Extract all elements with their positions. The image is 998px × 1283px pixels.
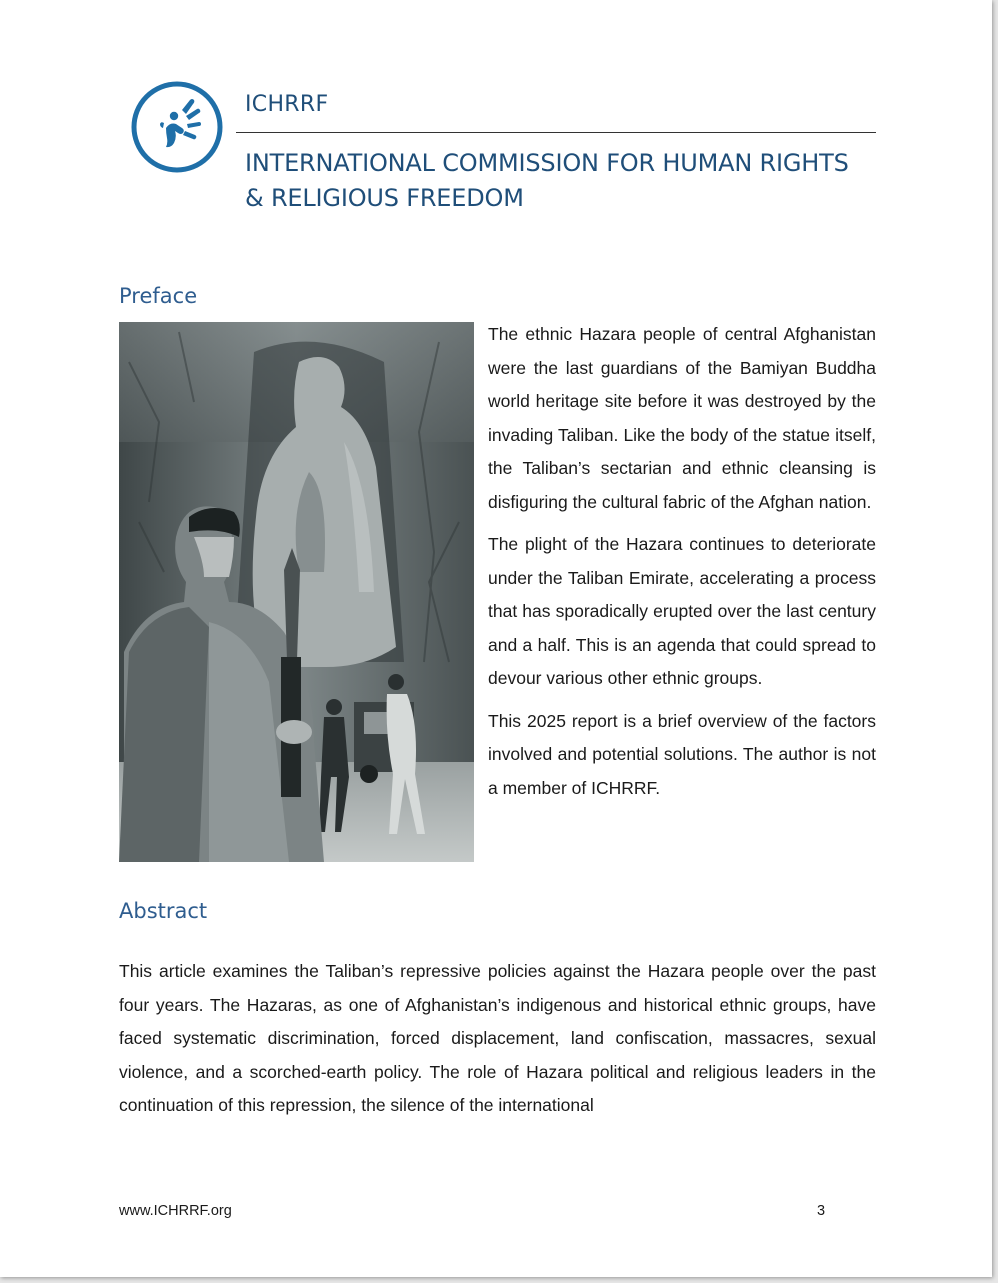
bamiyan-buddha-photo bbox=[119, 322, 474, 862]
organization-full-name bbox=[245, 146, 885, 216]
hand-ring-logo-icon bbox=[130, 80, 224, 174]
header-divider bbox=[236, 132, 876, 133]
organization-name-line-2: & RELIGIOUS FREEDOM bbox=[245, 184, 524, 212]
abstract-body: This article examines the Taliban’s repressive policies against the Hazara people over the past four years. The Hazaras, as one of Afghanistan’s indigenous and historical ethnic groups, have faced systematic discrimination, forced displacement, land confiscation, massacres, sexual violence, and a scorched-earth policy. The role of Hazara political and religious leaders in the continuation of this repression, the silence of the international bbox=[119, 961, 876, 1115]
organization-acronym: ICHRRF bbox=[245, 92, 329, 117]
preface-body bbox=[488, 318, 876, 814]
organization-name-line-1: INTERNATIONAL COMMISSION FOR HUMAN RIGHTS bbox=[245, 149, 849, 177]
footer-website-link[interactable]: www.ICHRRF.org bbox=[119, 1203, 232, 1219]
preface-paragraph-3: This 2025 report is a brief overview of the factors involved and potential solutions. The author is not a member of ICHRRF. bbox=[488, 710, 876, 798]
preface-paragraph-1: The ethnic Hazara people of central Afghanistan were the last guardians of the Bamiyan Buddha world heritage site before it was destroyed by the invading Taliban. Like the body of the statue itself, the Taliban’s sectarian and ethnic cleansing is disfiguring the cultural fabric of the Afghan nation. bbox=[488, 324, 876, 512]
preface-heading: Preface bbox=[119, 284, 198, 308]
preface-paragraph-2: The plight of the Hazara continues to deteriorate under the Taliban Emirate, accelerating a process that has sporadically erupted over the last century and a half. This is an agenda that could spread to devour various other ethnic groups. bbox=[488, 534, 876, 688]
page-number: 3 bbox=[817, 1203, 826, 1219]
abstract-heading: Abstract bbox=[119, 899, 208, 923]
